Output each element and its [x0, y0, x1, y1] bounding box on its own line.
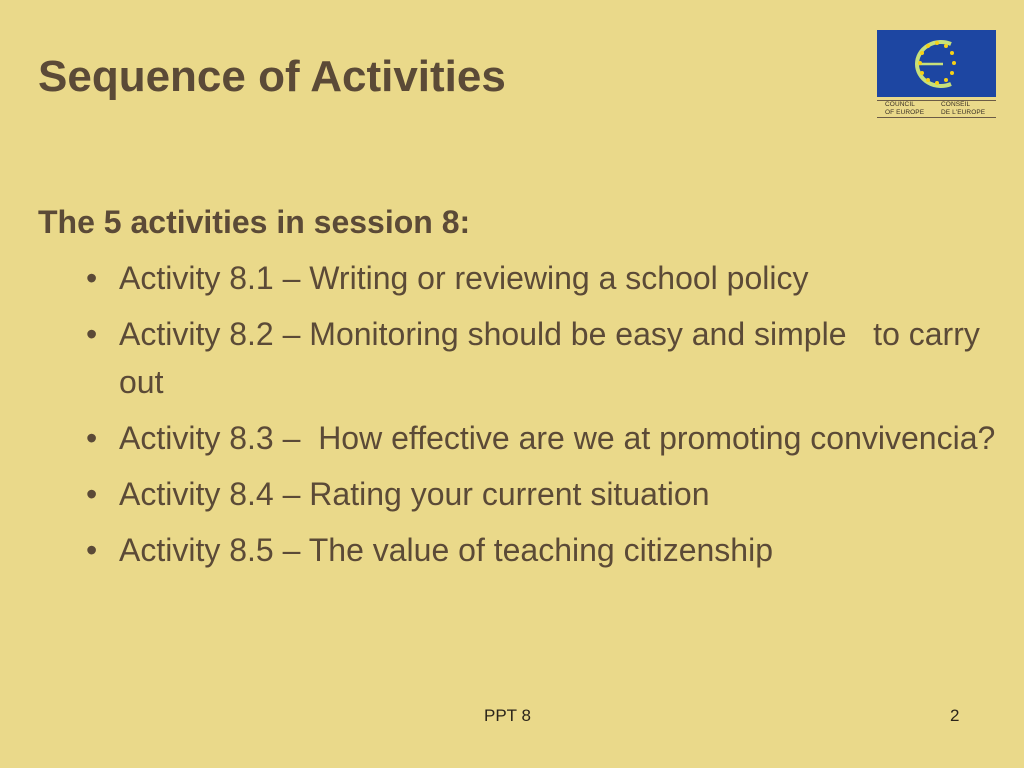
logo-caption-french	[941, 101, 985, 116]
list-item	[38, 470, 998, 518]
activity-text: Activity 8.4 – Rating your current situation	[119, 476, 710, 512]
activity-text: Activity 8.3 – How effective are we at promoting convivencia?	[119, 420, 996, 456]
activity-list	[38, 254, 998, 574]
bullet-icon: •	[86, 532, 98, 568]
slide-title: Sequence of Activities	[38, 52, 506, 101]
council-of-europe-flag	[877, 30, 996, 97]
council-of-europe-logo	[877, 30, 996, 118]
list-item	[38, 526, 998, 574]
activity-text: Activity 8.2 – Monitoring should be easy and simple to carry out	[119, 316, 989, 400]
logo-caption-en-line1: COUNCIL	[885, 101, 915, 108]
activity-text: Activity 8.1 – Writing or reviewing a school policy	[119, 260, 809, 296]
bullet-icon: •	[86, 420, 98, 456]
list-item	[38, 254, 998, 302]
logo-caption-fr-line1: CONSEIL	[941, 101, 971, 108]
bullet-icon: •	[86, 476, 98, 512]
session-subheading: The 5 activities in session 8:	[38, 204, 471, 240]
page-number: 2	[950, 706, 960, 725]
logo-caption-english	[885, 101, 924, 116]
logo-caption-fr-line2: DE L'EUROPE	[941, 108, 986, 116]
footer-label: PPT 8	[484, 706, 531, 725]
bullet-icon: •	[86, 260, 98, 296]
slide-body	[38, 200, 998, 582]
bullet-icon: •	[86, 316, 98, 352]
activity-text: Activity 8.5 – The value of teaching citizenship	[119, 532, 773, 568]
list-item	[38, 414, 998, 462]
logo-caption-en-line2: OF EUROPE	[885, 108, 925, 116]
list-item	[38, 310, 998, 406]
stars-emblem-icon	[877, 30, 996, 97]
logo-bottom-rule	[877, 117, 996, 118]
